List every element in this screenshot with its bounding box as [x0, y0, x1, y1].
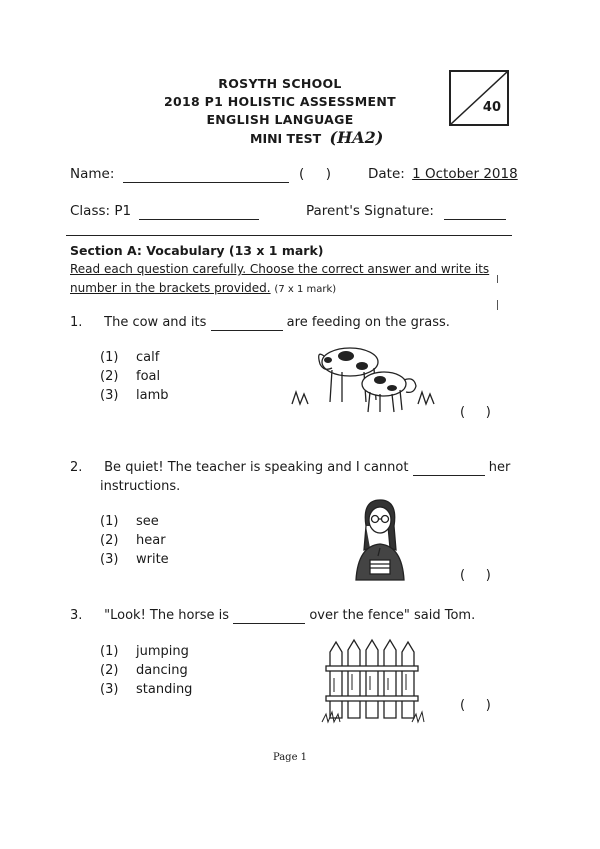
class-field[interactable]	[139, 203, 259, 220]
option-item	[100, 350, 169, 369]
instruction-text: number in the brackets provided.	[70, 281, 271, 295]
name-row	[70, 166, 331, 183]
score-diagonal	[451, 72, 507, 124]
option-item	[100, 533, 169, 552]
test-title: MINI TEST	[250, 131, 322, 146]
instruction-line-2	[70, 281, 336, 295]
option-text: dancing	[136, 663, 188, 678]
school-name: ROSYTH SCHOOL	[218, 76, 342, 91]
scan-mark	[497, 300, 498, 310]
option-number: (2)	[100, 533, 119, 548]
score-box	[449, 70, 509, 126]
option-item	[100, 388, 169, 407]
fence-icon	[320, 638, 430, 726]
option-item	[100, 514, 169, 533]
total-marks: 40	[482, 100, 501, 115]
name-label: Name:	[70, 166, 115, 182]
option-item	[100, 552, 169, 571]
date-label: Date:	[368, 166, 405, 182]
register-number-brackets: ( )	[298, 166, 331, 182]
class-label: Class: P1	[70, 203, 132, 219]
option-text: calf	[136, 350, 160, 365]
option-number: (3)	[100, 388, 119, 403]
cow-and-calf-icon	[288, 338, 438, 418]
option-text: foal	[136, 369, 161, 384]
question-text: Be quiet! The teacher is speaking and I cannot	[104, 460, 409, 475]
test-title-row	[250, 128, 400, 147]
option-number: (2)	[100, 663, 119, 678]
instruction-marks: (7 x 1 mark)	[274, 284, 337, 295]
signature-field[interactable]	[444, 203, 506, 220]
option-item	[100, 663, 192, 682]
name-field[interactable]	[123, 166, 289, 183]
question-number: 3.	[70, 608, 83, 623]
answer-blank	[413, 460, 485, 476]
subject-title: ENGLISH LANGUAGE	[206, 112, 354, 127]
option-text: standing	[136, 682, 193, 697]
question-text-continued: instructions.	[100, 479, 181, 494]
handwritten-note: (HA2)	[329, 128, 384, 147]
class-row	[70, 203, 259, 220]
option-text: lamb	[136, 388, 169, 403]
scan-mark	[497, 275, 498, 283]
section-title: Section A: Vocabulary (13 x 1 mark)	[70, 243, 324, 258]
question-2	[70, 460, 510, 476]
option-text: hear	[136, 533, 166, 548]
answer-blank	[233, 608, 305, 624]
option-number: (1)	[100, 514, 119, 529]
question-text: her	[488, 460, 511, 475]
answer-brackets[interactable]: ( )	[460, 405, 491, 420]
answer-brackets[interactable]: ( )	[460, 698, 491, 713]
header-divider	[66, 235, 512, 236]
option-item	[100, 682, 192, 701]
option-list	[100, 350, 169, 407]
question-text: "Look! The horse is	[104, 608, 230, 623]
option-list	[100, 644, 192, 701]
signature-row	[306, 203, 506, 220]
date-value: 1 October 2018	[412, 166, 518, 182]
option-list	[100, 514, 169, 571]
question-text: are feeding on the grass.	[286, 315, 450, 330]
option-item	[100, 369, 169, 388]
option-number: (1)	[100, 644, 119, 659]
option-number: (1)	[100, 350, 119, 365]
date-row	[368, 166, 518, 182]
teacher-icon	[350, 496, 410, 582]
option-text: jumping	[136, 644, 189, 659]
question-number: 1.	[70, 315, 83, 330]
option-number: (2)	[100, 369, 119, 384]
question-text: over the fence" said Tom.	[309, 608, 476, 623]
page-number: Page 1	[272, 752, 308, 763]
option-text: see	[136, 514, 159, 529]
answer-brackets[interactable]: ( )	[460, 568, 491, 583]
question-1	[70, 315, 450, 331]
option-number: (3)	[100, 552, 119, 567]
question-number: 2.	[70, 460, 83, 475]
answer-blank	[211, 315, 283, 331]
assessment-title: 2018 P1 HOLISTIC ASSESSMENT	[164, 94, 396, 109]
option-text: write	[136, 552, 169, 567]
option-item	[100, 644, 192, 663]
signature-label: Parent's Signature:	[306, 203, 434, 219]
question-text: The cow and its	[104, 315, 207, 330]
option-number: (3)	[100, 682, 119, 697]
question-3	[70, 608, 475, 624]
instruction-line-1: Read each question carefully. Choose the correct answer and write its	[70, 262, 490, 276]
